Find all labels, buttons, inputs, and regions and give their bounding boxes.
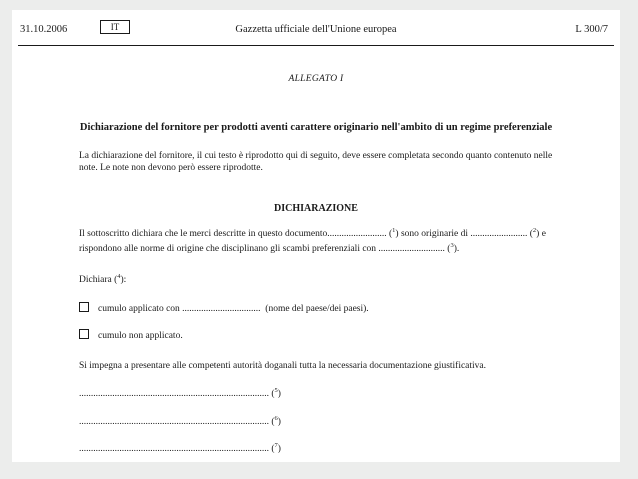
declaration-text-c: e rispondono alle norme di origine che disciplinano gli scambi preferenziali con ............................ [79, 229, 546, 255]
commitment-paragraph: Si impegna a presentare alle competenti autorità doganali tutta la necessaria documentazione giustificativa. [79, 361, 487, 371]
declaration-text-d: . [456, 244, 460, 255]
journal-header [12, 10, 620, 46]
page-reference: L 300/7 [575, 24, 608, 35]
footnote-ref-4: 4 [117, 273, 121, 280]
signature-line: ................................................................................ ($^7$) [79, 442, 281, 455]
dotted-line: ................................................................................ [79, 417, 269, 428]
option1-note: (nome del paese/dei paesi). [265, 304, 369, 314]
declaration-text-b: sono originarie di ........................ [398, 229, 528, 240]
dichiara-text-a: Dichiara ( [79, 275, 118, 286]
dichiara-line [79, 271, 559, 286]
footnote-ref-3: 3 [450, 242, 454, 250]
dotted-line: ................................................................................ [79, 389, 269, 400]
document-title: Dichiarazione del fornitore per prodotti aventi carattere originario nell'ambito di un regime preferenziale [79, 122, 553, 133]
declaration-text-a: Il sottoscritto dichiara che le merci descritte in questo documento......................... [79, 229, 387, 240]
option2-text: cumulo non applicato. [98, 331, 183, 341]
checkbox-cumulo-applicato[interactable] [79, 302, 89, 312]
option1-text: cumulo applicato con ................................. [98, 304, 261, 314]
checkbox-cumulo-non-applicato[interactable] [79, 329, 89, 339]
annex-label: ALLEGATO I [288, 74, 344, 84]
dotted-line: ................................................................................ [79, 444, 269, 455]
place-date-line: ................................................................................ ($^5$) [79, 387, 281, 400]
journal-title: Gazzetta ufficiale dell'Unione europea [235, 24, 397, 35]
dichiara-text-b: ): [120, 275, 127, 286]
name-position-line: ................................................................................ ($^6$) [79, 415, 281, 428]
option-cumulo-applicato [79, 302, 369, 315]
footnote-ref-7: 7 [274, 442, 278, 449]
footnote-ref-2: 2 [532, 227, 537, 234]
header-divider [18, 45, 614, 46]
declaration-paragraph: Il sottoscritto dichiara che le merci descritte in questo documento......................... ($^1$) sono originarie di ........................ ($^2$) e rispondono alle norme di origine che disciplinano gli scambi preferenziali con ............................ ($^3$). [79, 227, 546, 255]
intro-paragraph: La dichiarazione del fornitore, il cui testo è riprodotto qui di seguito, deve essere completata secondo quanto contenuto nelle note. Le note non devono però essere riprodotte. [79, 151, 553, 173]
option-cumulo-non-applicato [79, 329, 183, 342]
declaration-heading: DICHIARAZIONE [274, 203, 358, 214]
footnote-ref-6: 6 [274, 415, 278, 422]
footnote-ref-1: 1 [392, 227, 396, 234]
language-code-box: IT [100, 20, 130, 34]
publication-date: 31.10.2006 [20, 24, 68, 35]
footnote-ref-5: 5 [274, 387, 278, 394]
document-page [12, 10, 620, 462]
